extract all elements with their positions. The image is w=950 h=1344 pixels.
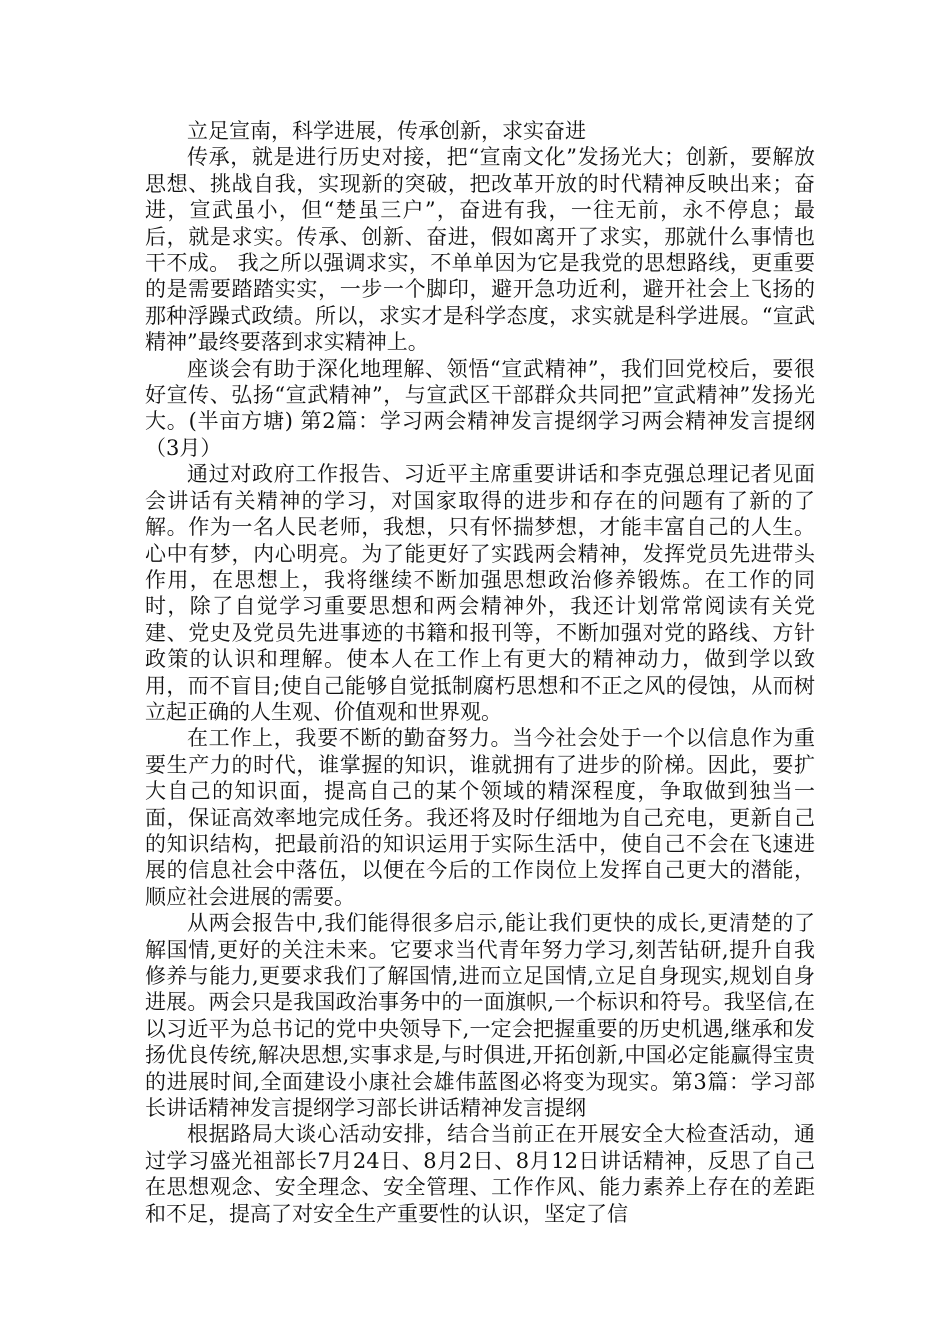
- document-page: [145, 118, 815, 1227]
- paragraph: 通过对政府工作报告、习近平主席重要讲话和李克强总理记者见面会讲话有关精神的学习，对国家取得的进步和存在的问题有了新的了解。作为一名人民老师，我想，只有怀揣梦想，才能丰富自己的人生。心中有梦，内心明亮。为了能更好了实践两会精神，发挥党员先进带头作用，在思想上，我将继续不断加强思想政治修养锻炼。在工作的同时，除了自觉学习重要思想和两会精神外，我还计划常常阅读有关党建、党史及党员先进事迹的书籍和报刊等，不断加强对党的路线、方针政策的认识和理解。使本人在工作上有更大的精神动力，做到学以致用，而不盲目;使自己能够自觉抵制腐朽思想和不正之风的侵蚀，从而树立起正确的人生观、价值观和世界观。: [145, 462, 815, 724]
- paragraph: 根据路局大谈心活动安排，结合当前正在开展安全大检查活动，通过学习盛光祖部长7月24日、8月2日、8月12日讲话精神，反思了自己在思想观念、安全理念、安全管理、工作作风、能力素养上存在的差距和不足，提高了对安全生产重要性的认识，坚定了信: [145, 1122, 815, 1226]
- paragraph: 从两会报告中,我们能得很多启示,能让我们更快的成长,更清楚的了解国情,更好的关注未来。它要求当代青年努力学习,刻苦钻研,提升自我修养与能力,更要求我们了解国情,进而立足国情,立足自身现实,规划自身进展。两会只是我国政治事务中的一面旗帜,一个标识和符号。我坚信,在以习近平为总书记的党中央领导下,一定会把握重要的历史机遇,继承和发扬优良传统,解决思想,实事求是,与时俱进,开拓创新,中国必定能赢得宝贵的进展时间,全面建设小康社会雄伟蓝图必将变为现实。第3篇：学习部长讲话精神发言提纲学习部长讲话精神发言提纲: [145, 911, 815, 1121]
- paragraph: 传承，就是进行历史对接，把“宣南文化”发扬光大；创新，要解放思想、挑战自我，实现新的突破，把改革开放的时代精神反映出来；奋进，宣武虽小，但“楚虽三户”，奋进有我，一往无前，永不停息；最后，就是求实。传承、创新、奋进，假如离开了求实，那就什么事情也干不成。 我之所以强调求实，不单单因为它是我党的思想路线，更重要的是需要踏踏实实，一步一个脚印，避开急功近利，避开社会上飞扬的那种浮躁式政绩。所以，求实才是科学态度，求实就是科学进展。“宣武精神”最终要落到求实精神上。: [145, 145, 815, 355]
- paragraph-title: 立足宣南，科学进展，传承创新，求实奋进: [187, 119, 586, 143]
- paragraph: 座谈会有助于深化地理解、领悟“宣武精神”，我们回党校后，要很好宣传、弘扬“宣武精神”，与宣武区干部群众共同把”宣武精神”发扬光大。(半亩方塘) 第2篇：学习两会精神发言提纲学习两会精神发言提纲（3月）: [145, 356, 815, 460]
- paragraph: 在工作上，我要不断的勤奋努力。当今社会处于一个以信息作为重要生产力的时代，谁掌握的知识，谁就拥有了进步的阶梯。因此，要扩大自己的知识面，提高自己的某个领域的精深程度，争取做到独当一面，保证高效率地完成任务。我还将及时仔细地为自己充电，更新自己的知识结构，把最前沿的知识运用于实际生活中，使自己不会在飞速进展的信息社会中落伍，以便在今后的工作岗位上发挥自己更大的潜能，顺应社会进展的需要。: [145, 726, 815, 909]
